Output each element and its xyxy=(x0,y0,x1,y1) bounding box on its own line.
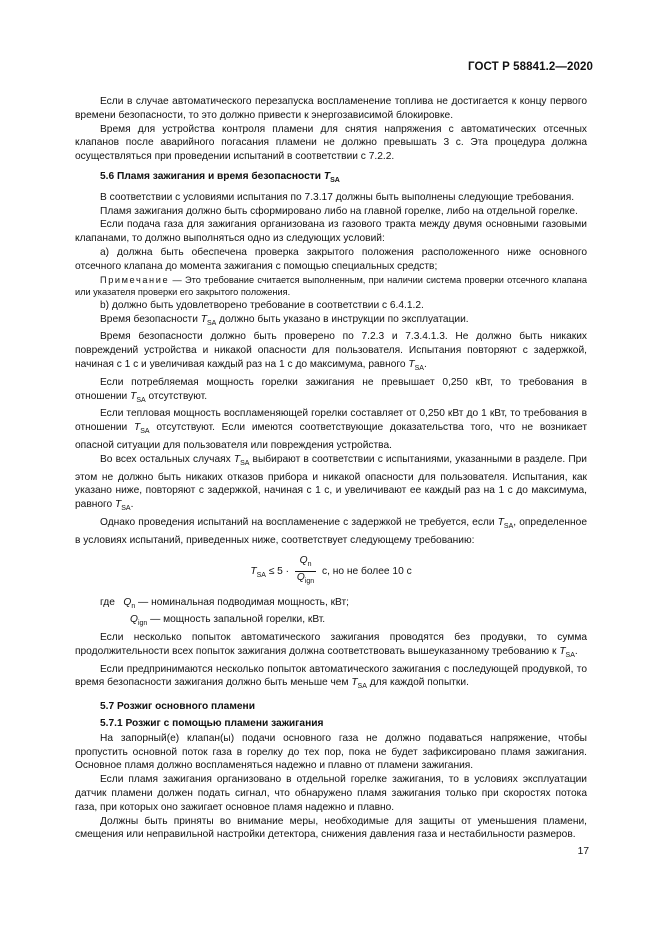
paragraph: Если несколько попыток автоматического зажигания проводятся без продувки, то сумма продолжительности всех попыток зажигания должна соответствовать вышеуказанному требованию к $T_{SA}$. xyxy=(75,632,587,659)
paragraph: Время безопасности $T_{SA}$ должно быть указано в инструкции по эксплуатации. xyxy=(100,313,469,327)
paragraph: Если в случае автоматического перезапуска воспламенение топлива не достигается к концу первого времени безопасности, то это должно привести к энергозависимой блокировке. xyxy=(75,96,587,121)
standard-designation: ГОСТ Р 58841.2—2020 xyxy=(468,61,593,73)
where-definition-qn: где $Q_n$ — номинальная подводимая мощность, кВт; xyxy=(100,596,350,610)
list-item-a: а) должна быть обеспечена проверка закрытого положения расположенного ниже основного отсечного клапана до момента зажигания с помощью специальных средств; xyxy=(75,246,587,272)
note: Примечание — Это требование считается выполненным, при наличии система проверки отсечного клапана или указателя проверки его закрытого положения. xyxy=(75,274,587,298)
paragraph: Если подача газа для зажигания организована из газового тракта между двумя основными газовыми клапанами, то должно выполняться одно из следующих условий: xyxy=(75,219,587,245)
subsection-heading-5-7-1: 5.7.1 Розжиг с помощью пламени зажигания xyxy=(100,718,324,730)
paragraph: Во всех остальных случаях $T_{SA}$ выбирают в соответствии с испытаниями, указанными в разделе. При этом не должно быть никаких отказов прибора и никакой опасности для пользователя. Испытания, как указано ниже, повторяют с задержкой, начиная с 1 с, и увеличивают ее каждый раз на 1 с до максимума, равного $T_{SA}$. xyxy=(75,453,587,513)
paragraph: Время безопасности должно быть проверено по 7.2.3 и 7.3.4.1.3. Не должно быть никаких повреждений устройства и никакой опасности для пользователя. Испытания повторяют с задержкой, начиная с 1 с и увеличивая каждый раз на 1 с до максимума, равного $T_{SA}$. xyxy=(75,331,587,372)
where-definition-qign: $Q_{ign}$ — мощность запальной горелки, кВт. xyxy=(130,614,326,628)
paragraph: Если пламя зажигания организовано в отдельной горелке зажигания, то в условиях эксплуатации датчик пламени должен подать сигнал, что обнаружено пламя зажигания только при скоростях потока газа, при которых оно зажигает основное пламя надежно и плавно. xyxy=(75,774,587,813)
paragraph: На запорный(е) клапан(ы) подачи основного газа не должно подаваться напряжение, чтобы пропустить основной поток газа в горелку до тех пор, пока не будет зафиксировано пламя зажигания. Основное пламя должно воспламеняться надежно и плавно от пламени зажигания. xyxy=(75,732,587,772)
section-heading-5-6: 5.6 Пламя зажигания и время безопасности $T_{SA}$ xyxy=(100,170,340,184)
document-body xyxy=(75,95,587,842)
paragraph: Пламя зажигания должно быть сформировано либо на главной горелке, либо на отдельной горелке. xyxy=(100,205,578,217)
paragraph: Однако проведения испытаний на воспламенение с задержкой не требуется, если $T_{SA}$, определенное в условиях испытаний, приведенных ниже, соответствует следующему требованию: xyxy=(75,516,587,546)
paragraph: Если потребляемая мощность горелки зажигания не превышает 0,250 кВт, то требования в отношении $T_{SA}$ отсутствуют. xyxy=(75,376,587,404)
formula-fraction: $\frac{Q_n}{Q_{ign}}$ xyxy=(296,554,315,585)
paragraph: Если предпринимаются несколько попыток автоматического зажигания с последующей продувкой, то время безопасности зажигания должно быть меньше чем $T_{SA}$ для каждой попытки. xyxy=(75,663,587,691)
paragraph: Время для устройства контроля пламени для снятия напряжения с автоматических отсечных клапанов после аварийного погасания пламени не должно превышать 3 с. Эта процедура должна осуществляться при проведении испытаний в соответствии с 7.2.2. xyxy=(75,123,587,163)
paragraph: Если тепловая мощность воспламеняющей горелки составляет от 0,250 кВт до 1 кВт, то требования в отношении $T_{SA}$ отсутствуют. Если имеются соответствующие доказательства того, что не возникает опасной ситуации для пользователя или повреждения устройства. xyxy=(75,408,587,451)
paragraph: Должны быть приняты во внимание меры, необходимые для защиты от уменьшения пламени, смещения или неправильной настройки детектора, снижения давления газа и нестабильности размеров. xyxy=(75,815,587,841)
section-heading-5-7: 5.7 Розжиг основного пламени xyxy=(100,701,255,713)
paragraph: В соответствии с условиями испытания по 7.3.17 должны быть выполнены следующие требования. xyxy=(100,191,575,203)
safety-time-formula: $T_{SA} \le 5$ · $\frac{Q_n}{Q_{ign}}$ с, но не более 10 с xyxy=(75,555,587,588)
page-number: 17 xyxy=(577,846,589,857)
list-item-b: b) должно быть удовлетворено требование в соответствии с 6.4.1.2. xyxy=(100,299,424,311)
